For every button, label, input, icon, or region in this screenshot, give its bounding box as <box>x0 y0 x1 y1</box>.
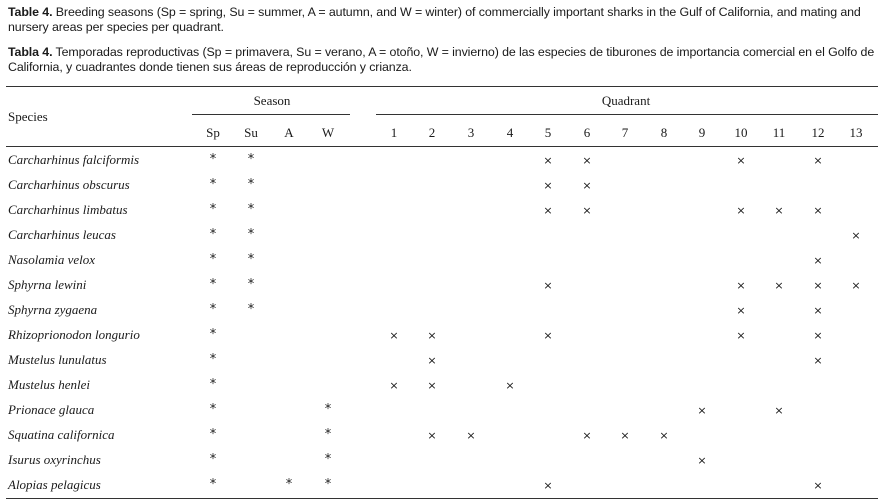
species-name: Carcharhinus limbatus <box>8 202 128 217</box>
season-mark: * <box>324 427 332 442</box>
quadrant-mark: × <box>543 329 553 342</box>
quadrant-mark: × <box>736 154 746 167</box>
species-column-header: Species <box>8 109 48 124</box>
season-mark: * <box>209 402 217 417</box>
season-mark: * <box>324 402 332 417</box>
quadrant-group-rule <box>376 114 878 115</box>
season-mark: * <box>247 252 255 267</box>
quadrant-mark: × <box>813 204 823 217</box>
season-mark: * <box>285 477 293 492</box>
quadrant-column-header-1: 1 <box>390 125 398 140</box>
quadrant-mark: × <box>774 404 784 417</box>
quadrant-mark: × <box>389 379 399 392</box>
quadrant-column-header-8: 8 <box>660 125 668 140</box>
quadrant-mark: × <box>582 179 592 192</box>
quadrant-mark: × <box>582 429 592 442</box>
season-mark: * <box>247 227 255 242</box>
quadrant-mark: × <box>427 429 437 442</box>
quadrant-mark: × <box>543 204 553 217</box>
season-mark: * <box>209 427 217 442</box>
season-column-header-sp: Sp <box>206 125 220 140</box>
season-column-header-w: W <box>321 125 335 140</box>
table-top-rule <box>6 86 878 87</box>
species-name: Isurus oxyrinchus <box>8 452 101 467</box>
quadrant-mark: × <box>466 429 476 442</box>
caption-label-english: Table 4. <box>8 5 53 19</box>
quadrant-mark: × <box>543 479 553 492</box>
season-mark: * <box>209 277 217 292</box>
quadrant-column-header-2: 2 <box>428 125 436 140</box>
quadrant-mark: × <box>774 279 784 292</box>
quadrant-mark: × <box>851 229 861 242</box>
caption-text-english: Breeding seasons (Sp = spring, Su = summer, A = autumn, and W = winter) of commercially important sharks in the Gulf of California, and mating and nursery areas per species per quadrant. <box>8 5 861 34</box>
quadrant-mark: × <box>813 354 823 367</box>
season-mark: * <box>209 352 217 367</box>
species-name: Carcharhinus falciformis <box>8 152 140 167</box>
quadrant-column-header-13: 13 <box>849 125 863 140</box>
species-name: Rhizoprionodon longurio <box>8 327 140 342</box>
species-name: Alopias pelagicus <box>8 477 101 492</box>
quadrant-mark: × <box>389 329 399 342</box>
season-mark: * <box>324 477 332 492</box>
season-mark: * <box>247 302 255 317</box>
quadrant-mark: × <box>813 479 823 492</box>
table-bottom-rule <box>6 498 878 499</box>
quadrant-mark: × <box>736 304 746 317</box>
season-mark: * <box>209 227 217 242</box>
quadrant-mark: × <box>813 304 823 317</box>
season-mark: * <box>209 477 217 492</box>
quadrant-mark: × <box>813 254 823 267</box>
quadrant-column-header-9: 9 <box>698 125 706 140</box>
species-name: Sphyrna zygaena <box>8 302 98 317</box>
quadrant-mark: × <box>543 154 553 167</box>
season-mark: * <box>247 277 255 292</box>
table-caption-spanish <box>8 45 876 74</box>
quadrant-mark: × <box>582 204 592 217</box>
season-mark: * <box>209 152 217 167</box>
season-column-header-su: Su <box>244 125 258 140</box>
season-mark: * <box>247 202 255 217</box>
season-mark: * <box>324 452 332 467</box>
season-mark: * <box>247 177 255 192</box>
species-name: Nasolamia velox <box>8 252 96 267</box>
season-mark: * <box>247 152 255 167</box>
quadrant-mark: × <box>505 379 515 392</box>
species-name: Carcharhinus obscurus <box>8 177 130 192</box>
quadrant-column-header-10: 10 <box>734 125 748 140</box>
caption-label-spanish: Tabla 4. <box>8 45 53 59</box>
quadrant-mark: × <box>813 154 823 167</box>
quadrant-group-header: Quadrant <box>601 93 651 108</box>
species-name: Mustelus lunulatus <box>8 352 107 367</box>
quadrant-mark: × <box>736 279 746 292</box>
quadrant-mark: × <box>697 454 707 467</box>
season-mark: * <box>209 327 217 342</box>
quadrant-mark: × <box>736 204 746 217</box>
quadrant-column-header-6: 6 <box>583 125 591 140</box>
quadrant-mark: × <box>697 404 707 417</box>
quadrant-column-header-5: 5 <box>544 125 552 140</box>
season-mark: * <box>209 202 217 217</box>
quadrant-mark: × <box>774 204 784 217</box>
quadrant-column-header-7: 7 <box>621 125 629 140</box>
quadrant-mark: × <box>813 329 823 342</box>
quadrant-mark: × <box>620 429 630 442</box>
season-mark: * <box>209 302 217 317</box>
species-name: Mustelus henlei <box>8 377 90 392</box>
species-name: Carcharhinus leucas <box>8 227 116 242</box>
season-mark: * <box>209 252 217 267</box>
quadrant-mark: × <box>543 279 553 292</box>
quadrant-mark: × <box>736 329 746 342</box>
table-caption-english <box>8 5 876 34</box>
quadrant-column-header-11: 11 <box>772 125 786 140</box>
header-bottom-rule <box>6 146 878 147</box>
quadrant-column-header-3: 3 <box>467 125 475 140</box>
quadrant-mark: × <box>659 429 669 442</box>
quadrant-mark: × <box>543 179 553 192</box>
season-column-header-a: A <box>284 125 294 140</box>
species-name: Sphyrna lewini <box>8 277 87 292</box>
quadrant-mark: × <box>427 329 437 342</box>
species-name: Squatina californica <box>8 427 115 442</box>
season-group-header: Season <box>253 93 291 108</box>
quadrant-mark: × <box>813 279 823 292</box>
season-mark: * <box>209 452 217 467</box>
caption-text-spanish: Temporadas reproductivas (Sp = primavera, Su = verano, A = otoño, W = invierno) de las especies de tiburones de importancia comercial en el Golfo de California, y cuadrantes donde tienen sus áreas de reproducción y crianza. <box>8 45 875 74</box>
quadrant-mark: × <box>427 354 437 367</box>
quadrant-mark: × <box>851 279 861 292</box>
quadrant-mark: × <box>582 154 592 167</box>
species-name: Prionace glauca <box>8 402 95 417</box>
season-group-rule <box>192 114 350 115</box>
season-mark: * <box>209 177 217 192</box>
quadrant-mark: × <box>427 379 437 392</box>
quadrant-column-header-4: 4 <box>506 125 514 140</box>
quadrant-column-header-12: 12 <box>811 125 825 140</box>
season-mark: * <box>209 377 217 392</box>
